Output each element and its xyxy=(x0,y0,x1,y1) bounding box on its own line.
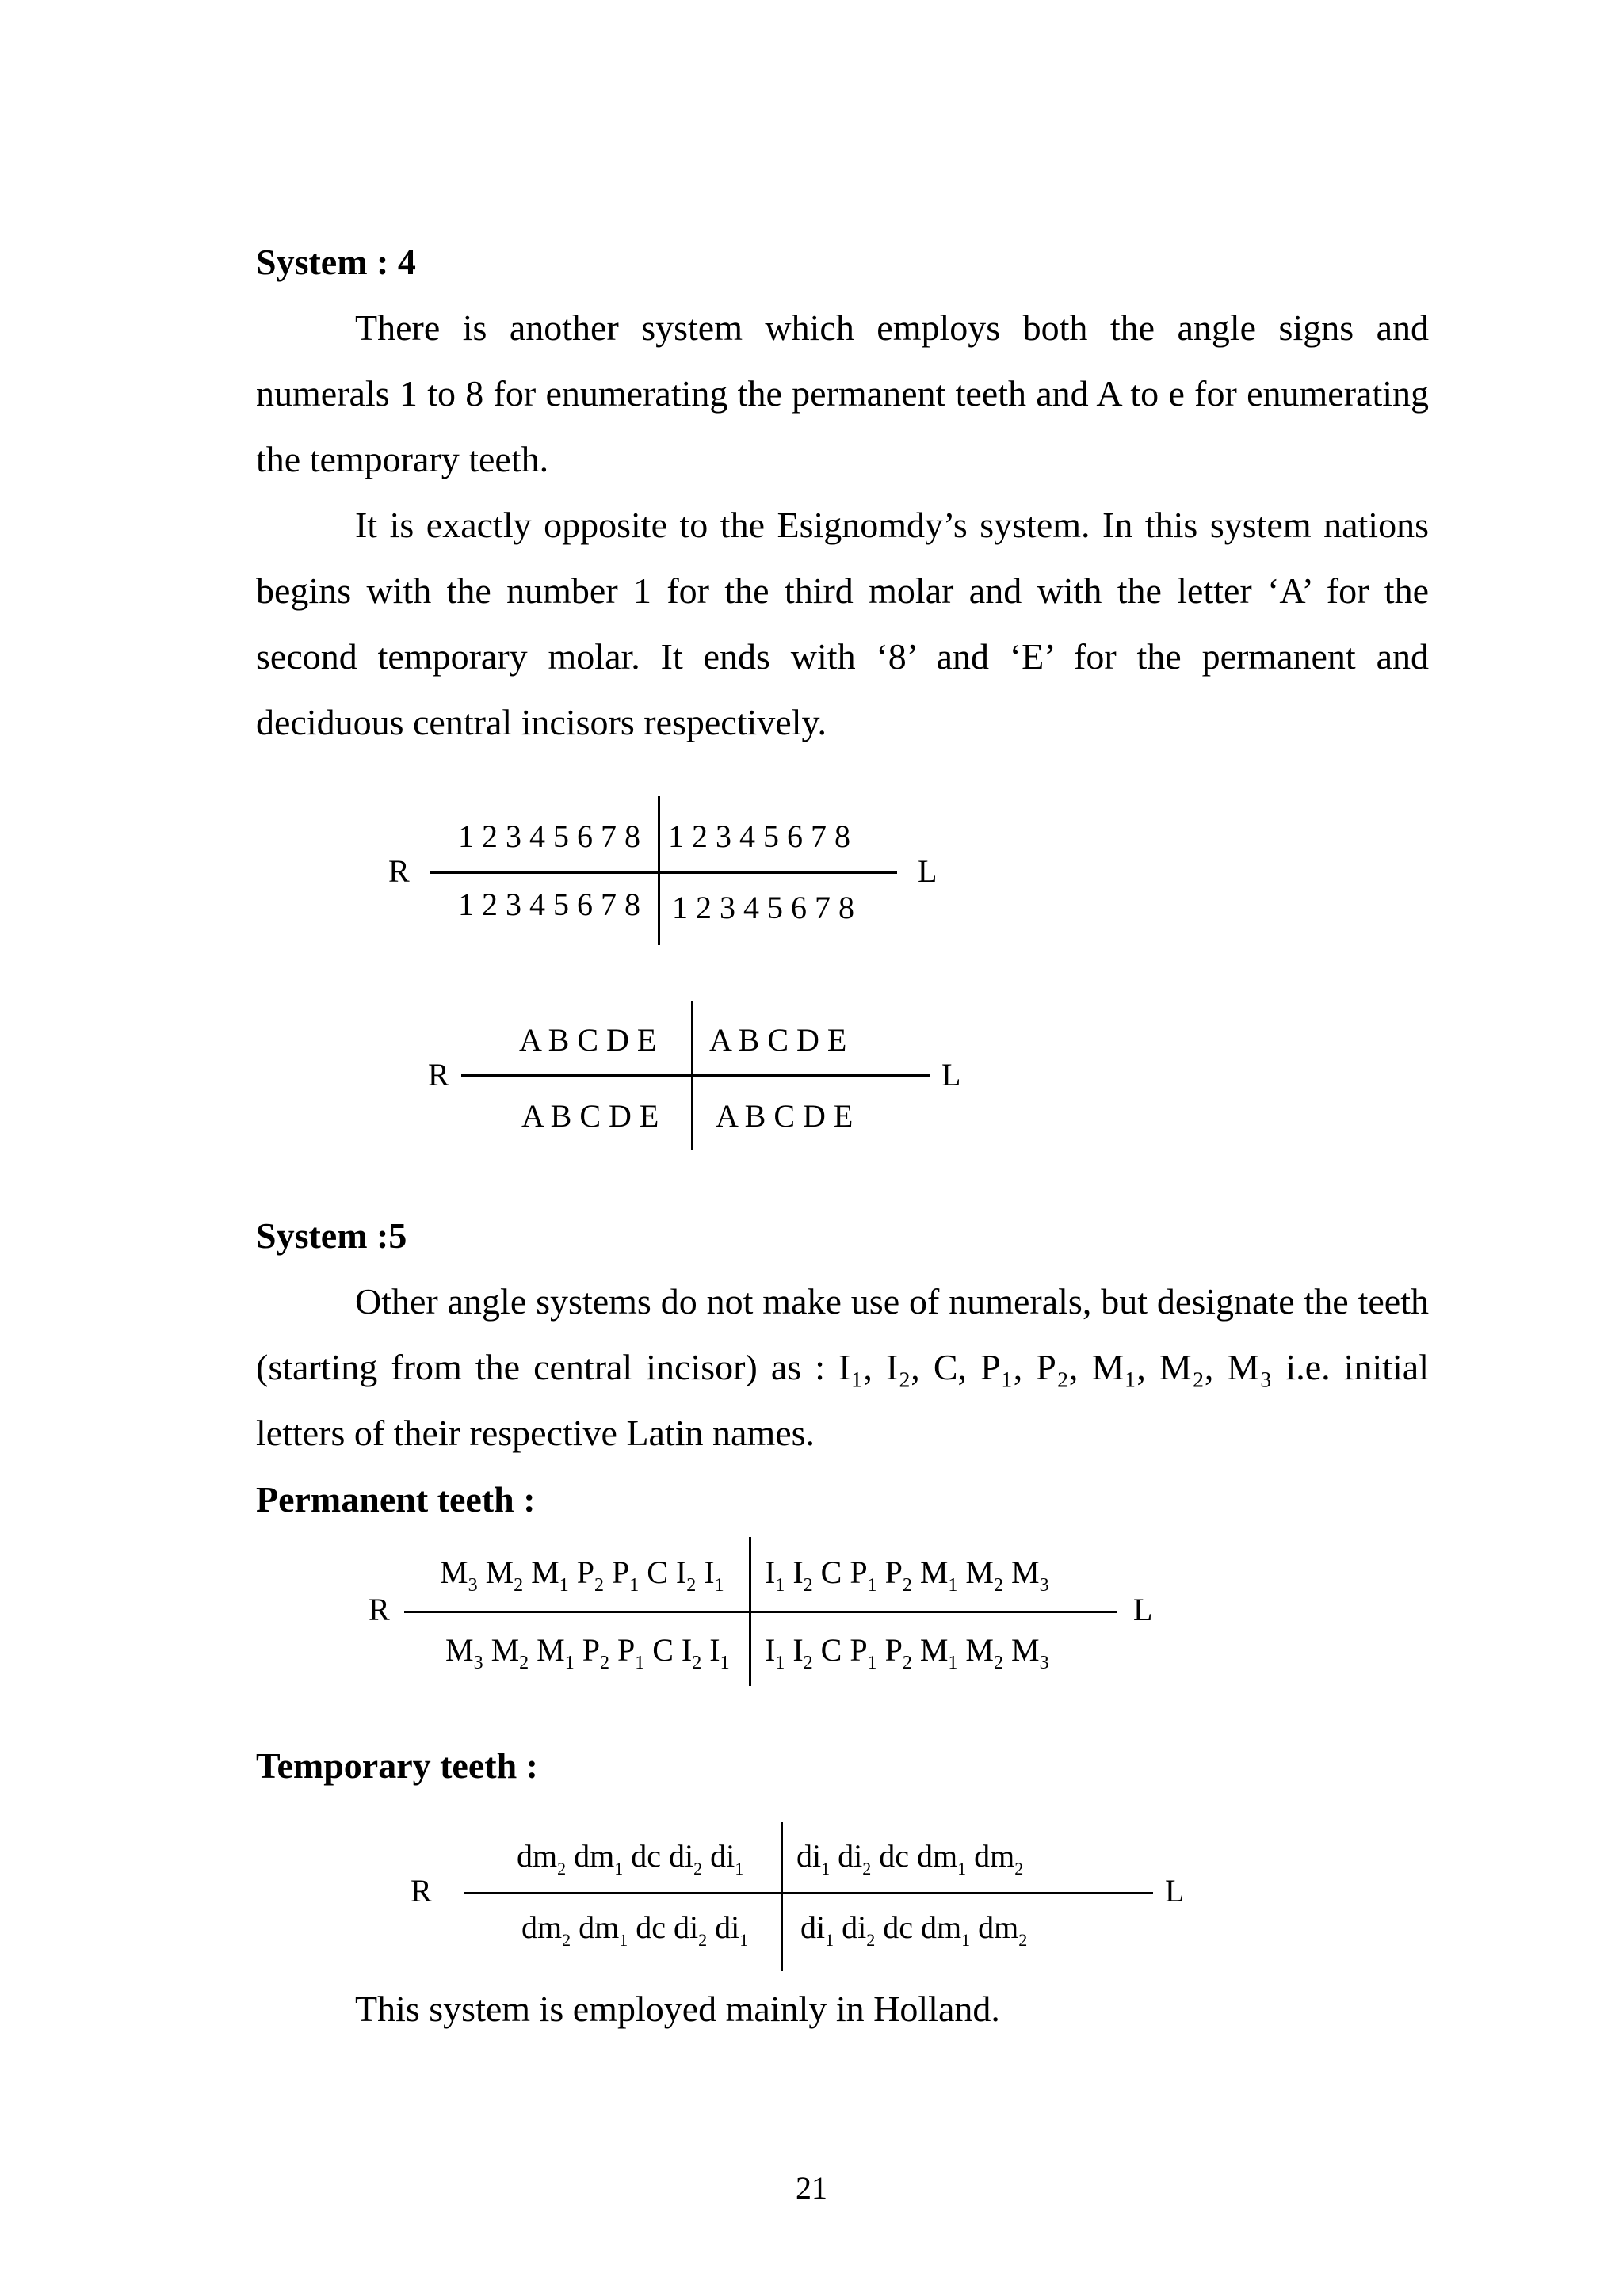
right-side-label: R xyxy=(428,1057,449,1093)
tooth-symbol: $M_2$ xyxy=(485,1554,524,1596)
tooth-symbol: dc xyxy=(636,1909,666,1945)
tooth-symbol: $M_2$ xyxy=(965,1554,1003,1596)
tooth-symbol: $di_1$ xyxy=(800,1909,834,1950)
tooth-symbol: $M_2$ xyxy=(491,1632,529,1673)
tooth-symbol: $I_2$ xyxy=(681,1632,702,1673)
tooth-symbol: $I_2$ xyxy=(792,1632,813,1673)
tooth-symbol: $di_2$ xyxy=(842,1909,876,1950)
lower-left-quadrant: 1 2 3 4 5 6 7 8 xyxy=(672,890,854,925)
horizontal-divider xyxy=(404,1611,1117,1613)
left-side-label: L xyxy=(1133,1592,1153,1627)
tooth-symbol: $I_1$ xyxy=(709,1632,730,1673)
tooth-symbol: $di_1$ xyxy=(715,1909,749,1950)
tooth-symbol: $P_2$ xyxy=(576,1554,604,1596)
system4-heading: System : 4 xyxy=(256,242,416,282)
tooth-symbol: C xyxy=(652,1632,674,1668)
right-side-label: R xyxy=(411,1873,432,1909)
system5-paragraph: Other angle systems do not make use of numerals, but designate the teeth (starting from the central incisor) as : I₁, I₂, C, P₁, P₂, M₁, M₂, M₃ i.e. initial letters of their respective Latin names. xyxy=(256,1281,1429,1453)
vertical-divider xyxy=(691,1001,693,1150)
permanent-teeth-heading: Permanent teeth : xyxy=(256,1479,536,1520)
upper-right-quadrant xyxy=(440,1554,724,1596)
tooth-symbol: $M_3$ xyxy=(445,1632,483,1673)
tooth-symbol: dc xyxy=(879,1838,910,1874)
tooth-symbol: $I_2$ xyxy=(792,1554,813,1596)
tooth-symbol: $dm_2$ xyxy=(521,1909,571,1950)
tooth-symbol: $P_1$ xyxy=(617,1632,645,1673)
tooth-symbol: $di_2$ xyxy=(838,1838,872,1878)
tooth-symbol: C xyxy=(647,1554,668,1590)
tooth-symbol: $M_3$ xyxy=(1011,1554,1049,1596)
tooth-symbol: $I_1$ xyxy=(765,1632,785,1673)
tooth-symbol: $M_2$ xyxy=(965,1632,1003,1673)
lower-left-quadrant xyxy=(800,1909,1028,1950)
upper-right-quadrant: A B C D E xyxy=(519,1022,657,1058)
left-side-label: L xyxy=(941,1057,961,1093)
tooth-symbol: $P_1$ xyxy=(850,1632,877,1673)
tooth-symbol: $dm_2$ xyxy=(974,1838,1024,1878)
tooth-symbol: $di_1$ xyxy=(710,1838,744,1878)
upper-right-quadrant: 1 2 3 4 5 6 7 8 xyxy=(458,818,640,854)
tooth-symbol: $M_1$ xyxy=(919,1554,958,1596)
tooth-symbol: dc xyxy=(883,1909,914,1945)
system4-paragraph-2: It is exactly opposite to the Esignomdy’s system. In this system nations begins with the number 1 for the third molar and with the letter ‘A’ for the second temporary molar. It ends with ‘8’ and ‘E’ for the permanent and deciduous central incisors respectively. xyxy=(256,505,1429,742)
tooth-symbol: $dm_1$ xyxy=(917,1838,967,1878)
tooth-symbol: $dm_1$ xyxy=(574,1838,624,1878)
tooth-symbol: $M_1$ xyxy=(919,1632,958,1673)
tooth-symbol: $M_3$ xyxy=(1011,1632,1049,1673)
lower-left-quadrant: A B C D E xyxy=(716,1098,854,1134)
upper-left-quadrant: A B C D E xyxy=(709,1022,847,1058)
tooth-symbol: C xyxy=(820,1632,842,1668)
tooth-symbol: $dm_1$ xyxy=(579,1909,628,1950)
tooth-symbol: $di_2$ xyxy=(674,1909,708,1950)
vertical-divider xyxy=(658,796,660,945)
lower-left-quadrant xyxy=(765,1632,1049,1673)
lower-right-quadrant xyxy=(521,1909,749,1950)
tooth-symbol: $I_1$ xyxy=(704,1554,724,1596)
lower-right-quadrant xyxy=(445,1632,730,1673)
tooth-symbol: $dm_2$ xyxy=(517,1838,567,1878)
tooth-symbol: $I_2$ xyxy=(675,1554,697,1596)
system4-paragraph-1: There is another system which employs both the angle signs and numerals 1 to 8 for enumerating the permanent teeth and A to e for enumerating the temporary teeth. xyxy=(256,307,1429,479)
system5-heading: System :5 xyxy=(256,1215,407,1256)
horizontal-divider xyxy=(430,871,897,874)
left-side-label: L xyxy=(1165,1873,1185,1909)
page-number: 21 xyxy=(796,2170,827,2206)
horizontal-divider xyxy=(464,1892,1153,1894)
right-side-label: R xyxy=(369,1592,390,1627)
lower-right-quadrant: 1 2 3 4 5 6 7 8 xyxy=(458,887,640,922)
tooth-symbol: $di_1$ xyxy=(796,1838,831,1878)
lower-right-quadrant: A B C D E xyxy=(521,1098,659,1134)
left-side-label: L xyxy=(918,853,938,889)
tooth-symbol: $M_1$ xyxy=(537,1632,575,1673)
vertical-divider xyxy=(749,1537,751,1686)
vertical-divider xyxy=(781,1822,783,1971)
upper-left-quadrant: 1 2 3 4 5 6 7 8 xyxy=(668,818,850,854)
tooth-symbol: $P_2$ xyxy=(582,1632,609,1673)
closing-sentence: This system is employed mainly in Holland. xyxy=(355,1989,1000,2029)
tooth-symbol: $dm_2$ xyxy=(978,1909,1028,1950)
tooth-symbol: $P_2$ xyxy=(884,1632,912,1673)
right-side-label: R xyxy=(388,853,410,889)
tooth-symbol: $I_1$ xyxy=(765,1554,785,1596)
tooth-symbol: $M_1$ xyxy=(531,1554,569,1596)
tooth-symbol: dc xyxy=(631,1838,662,1874)
temporary-teeth-heading: Temporary teeth : xyxy=(256,1745,538,1786)
tooth-symbol: $P_1$ xyxy=(611,1554,640,1596)
horizontal-divider xyxy=(461,1074,930,1077)
tooth-symbol: $di_2$ xyxy=(669,1838,703,1878)
tooth-symbol: $P_1$ xyxy=(850,1554,877,1596)
upper-left-quadrant xyxy=(796,1838,1024,1878)
tooth-symbol: $P_2$ xyxy=(884,1554,912,1596)
tooth-symbol: C xyxy=(820,1554,842,1590)
tooth-symbol: $M_3$ xyxy=(440,1554,478,1596)
upper-left-quadrant xyxy=(765,1554,1049,1596)
upper-right-quadrant xyxy=(517,1838,744,1878)
tooth-symbol: $dm_1$ xyxy=(921,1909,971,1950)
